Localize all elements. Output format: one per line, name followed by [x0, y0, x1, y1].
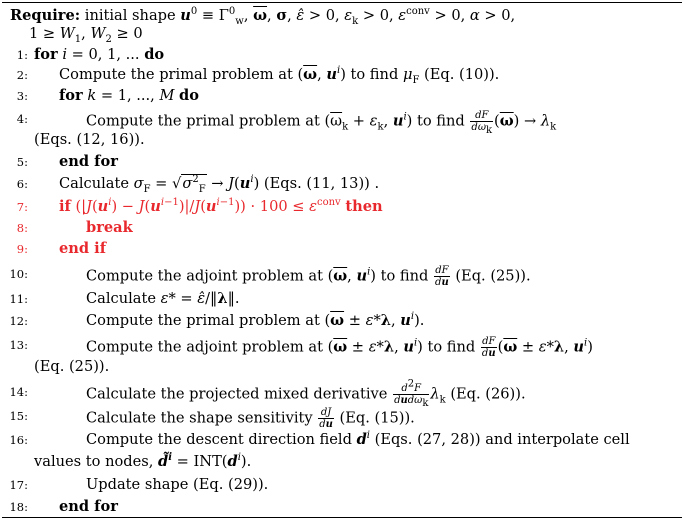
line-text: if $(|J(u^i) - J(u^{i-1})|/J(u^{i-1})) \cdot 100 \le \varepsilon^{conv}$ then	[59, 197, 383, 215]
line-text: Compute the primal problem at ($\overline{\omega}$, $u^i$) to find $\mu_F$ (Eq. (10)).	[59, 65, 500, 86]
require-rendered-2: $1 \ge W_1$, $W_2 \ge 0$	[29, 25, 143, 45]
require-rendered-1: initial shape $u^0 \equiv \Gamma^0_w$, $\overline{\omega}$, σ, ε̂ > 0, $\varepsilon_k > 0$, $\varepsilon^{conv} > 0$, α > 0,	[84, 6, 516, 27]
line-number: 2:	[16, 68, 28, 82]
line-number: 5:	[16, 155, 28, 169]
line-text: (Eq. (25)).	[34, 358, 110, 375]
line-number: 10:	[9, 267, 28, 281]
line-text: (Eqs. (12, 16)).	[34, 131, 145, 148]
line-number: 18:	[9, 500, 28, 514]
line-number: 11:	[9, 292, 28, 306]
require-line	[10, 7, 515, 25]
algorithm-box	[2, 2, 682, 518]
line-number: 9:	[16, 242, 28, 256]
line-text: Calculate ε* = ε̂/‖λ‖.	[86, 290, 240, 307]
line-text: break	[86, 219, 133, 236]
line-number: 8:	[16, 221, 28, 235]
line-number: 7:	[16, 200, 28, 214]
line-text: Update shape (Eq. (29)).	[86, 476, 269, 493]
line-text: Calculate the shape sensitivity $\frac{dJ}{du}$ (Eq. (15)).	[86, 407, 415, 430]
line-text: values to nodes, d̃$^i$ = $INT(d^i)$.	[34, 452, 252, 470]
line-number: 12:	[9, 314, 28, 328]
line-text: Compute the adjoint problem at ($\overline{\omega}$, $u^i$) to find $\frac{dF}{du}$ (Eq. (25)).	[86, 265, 531, 288]
line-text: Calculate the projected mixed derivative $\frac{d^2F}{dud\omega_k}$ $\lambda_k$ (Eq. (26)).	[86, 378, 526, 409]
line-text: Compute the descent direction field $d^i$ (Eqs. (27, 28)) and interpolate cell	[86, 430, 630, 448]
line-text: for k = 1, ..., M do	[59, 87, 199, 104]
line-number: 3:	[16, 89, 28, 103]
line-number: 16:	[9, 433, 28, 447]
line-text: Compute the primal problem at ($\overline{\omega} \pm \varepsilon*\lambda$, $u^i$).	[86, 311, 425, 329]
line-number: 13:	[9, 338, 28, 352]
line-number: 14:	[9, 385, 28, 399]
line-text: Calculate $\sigma_F = √\sigma^2_F \to J(u^i)$ (Eqs. (11, 13)) .	[59, 174, 380, 195]
line-text: end for	[59, 153, 118, 170]
line-number: 4:	[16, 112, 28, 126]
line-text: Compute the primal problem at ($\overline{\omega}_k + \varepsilon_k$, $u^i$) to find $\frac{dF}{d\omega_k}$ $(\overline{\omega}) \to \lambda_k$	[86, 110, 557, 136]
line-number: 15:	[9, 409, 28, 423]
require-line-2	[29, 25, 143, 43]
require-keyword: Require:	[10, 7, 81, 24]
line-text: end if	[59, 240, 107, 257]
line-number: 6:	[16, 177, 28, 191]
line-number: 17:	[9, 478, 28, 492]
line-number: 1:	[16, 48, 28, 62]
line-text: end for	[59, 498, 118, 515]
line-text: Compute the adjoint problem at ($\overline{\omega} \pm \varepsilon*\lambda$, $u^i$) to find $\frac{dF}{du}$ ($\overline{\omega} \pm \varepsilon*\lambda$, $u^i$)	[86, 336, 593, 359]
line-text: for i = 0, 1, ... do	[34, 46, 165, 63]
